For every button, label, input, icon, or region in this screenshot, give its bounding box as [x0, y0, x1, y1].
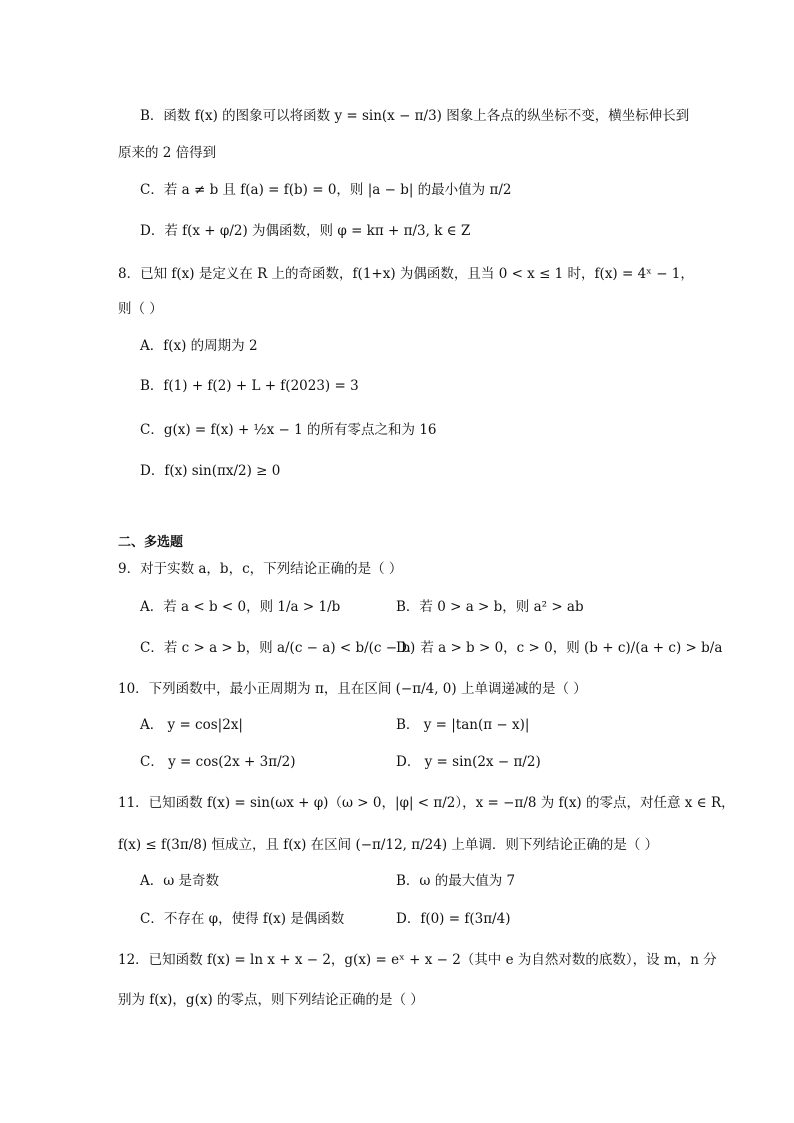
- q9-option-c: C．若 c > a > b，则 a/(c − a) < b/(c − b): [140, 640, 416, 656]
- q12-stem-line1: 12．已知函数 f(x) = ln x + x − 2，g(x) = eˣ + x − 2（其中 e 为自然对数的底数），设 m，n 分: [118, 952, 717, 968]
- q8-option-a: A．f(x) 的周期为 2: [140, 338, 258, 354]
- section-heading-multiple-choice: 二、多选题: [118, 535, 184, 550]
- q10-option-d: D． y = sin(2x − π/2): [396, 754, 541, 770]
- q8-option-b: B．f(1) + f(2) + L + f(2023) = 3: [140, 378, 359, 394]
- q8-option-d: D．f(x) sin(πx/2) ≥ 0: [140, 463, 281, 479]
- q11-option-d: D．f(0) = f(3π/4): [396, 911, 511, 927]
- q11-option-c: C．不存在 φ，使得 f(x) 是偶函数: [140, 911, 345, 927]
- q7-option-b-line1: B．函数 f(x) 的图象可以将函数 y = sin(x − π/3) 图象上各点的纵坐标不变，横坐标伸长到: [140, 108, 690, 124]
- q8-stem-line2: 则（ ）: [118, 301, 163, 317]
- q10-option-a: A． y = cos|2x|: [140, 717, 243, 733]
- q10-option-b: B． y = |tan(π − x)|: [396, 717, 530, 733]
- q11-option-b: B．ω 的最大值为 7: [396, 873, 516, 889]
- q7-option-b-line2: 原来的 2 倍得到: [118, 145, 217, 161]
- q9-option-d: D．若 a > b > 0，c > 0，则 (b + c)/(a + c) > b/a: [396, 640, 723, 656]
- q11-stem-line2: f(x) ≤ f(3π/8) 恒成立，且 f(x) 在区间 (−π/12, π/24) 上单调．则下列结论正确的是（ ）: [118, 837, 659, 853]
- q11-option-a: A．ω 是奇数: [140, 873, 220, 889]
- q11-stem-line1: 11．已知函数 f(x) = sin(ωx + φ)（ω > 0，|φ| < π/2），x = −π/8 为 f(x) 的零点，对任意 x ∈ R，: [118, 795, 735, 811]
- q10-option-c: C． y = cos(2x + 3π/2): [140, 754, 296, 770]
- q9-option-b: B．若 0 > a > b，则 a² > ab: [396, 599, 584, 615]
- q12-stem-line2: 别为 f(x)，g(x) 的零点，则下列结论正确的是（ ）: [118, 992, 424, 1008]
- q8-option-c: C．g(x) = f(x) + ½x − 1 的所有零点之和为 16: [140, 422, 437, 438]
- q8-stem-line1: 8．已知 f(x) 是定义在 R 上的奇函数，f(1+x) 为偶函数，且当 0 < x ≤ 1 时，f(x) = 4ˣ − 1，: [118, 266, 694, 282]
- q9-stem: 9．对于实数 a，b，c，下列结论正确的是（ ）: [118, 561, 403, 577]
- q7-option-d: D．若 f(x + φ/2) 为偶函数，则 φ = kπ + π/3, k ∈ Z: [140, 223, 471, 239]
- q7-option-c: C．若 a ≠ b 且 f(a) = f(b) = 0，则 |a − b| 的最小值为 π/2: [140, 182, 512, 198]
- q10-stem: 10．下列函数中，最小正周期为 π，且在区间 (−π/4, 0) 上单调递减的是（ ）: [118, 681, 587, 697]
- q9-option-a: A．若 a < b < 0，则 1/a > 1/b: [140, 599, 341, 615]
